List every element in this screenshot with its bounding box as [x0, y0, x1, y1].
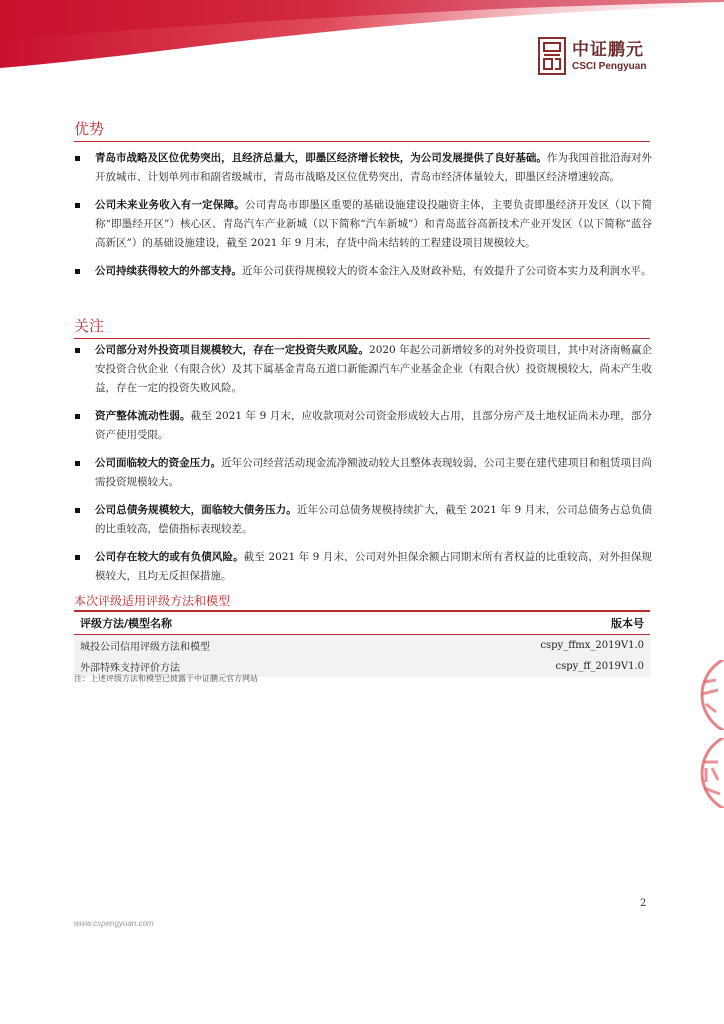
- strengths-title: 优势: [74, 120, 105, 138]
- bullet-item: [74, 501, 652, 539]
- method-name-cell: 外部特殊支持评价方法: [74, 656, 392, 677]
- bullet-item: [74, 196, 652, 253]
- red-seal-stamp-icon: [694, 660, 724, 730]
- logo-text-cn: 中证鹏元: [572, 39, 644, 60]
- bullet-text: 公司青岛市即墨区重要的基础设施建设投融资主体，主要负责即墨经济开发区（以下简称“即墨经开区”）核心区、青岛汽车产业新城（以下简称“汽车新城”）和青岛蓝谷高新技术产业开发区（以下简称“蓝谷高新区”）的基础设施建设，截至 2021 年 9 月末，存货中尚未结转的工程建设项目规模较大。: [95, 199, 653, 249]
- bullet-heading: 青岛市战略及区位优势突出，且经济总量大，即墨区经济增长较快，为公司发展提供了良好基础。: [95, 152, 547, 164]
- page-number: 2: [640, 898, 647, 909]
- bullet-item: [74, 454, 652, 492]
- table-header-row: [74, 611, 650, 635]
- bullet-text: 截至 2021 年 9 月末，应收款项对公司资金形成较大占用，且部分房产及土地权证尚未办理，部分资产使用受限。: [95, 410, 652, 441]
- bullet-text: 近年公司获得规模较大的资本金注入及财政补贴，有效提升了公司资本实力及利润水平。: [242, 265, 652, 277]
- square-bullet-icon: [75, 269, 80, 274]
- logo-text-en: CSCI Pengyuan: [572, 60, 647, 72]
- strengths-divider: [74, 141, 650, 142]
- square-bullet-icon: [75, 555, 80, 560]
- bullet-heading: 公司持续获得较大的外部支持。: [95, 265, 242, 277]
- methods-table-note: 注：上述评级方法和模型已披露于中证鹏元官方网站: [74, 674, 258, 683]
- bullet-item: [74, 341, 652, 398]
- table-row: [74, 635, 650, 657]
- strengths-list: [74, 149, 652, 290]
- method-version-cell: cspy_ff_2019V1.0: [392, 656, 650, 677]
- methods-table-title: 本次评级适用评级方法和模型: [74, 594, 231, 608]
- square-bullet-icon: [75, 156, 80, 161]
- bullet-text: 作为我国首批沿海对外开放城市、计划单列市和副省级城市，青岛市战略及区位优势突出，青岛市经济体量较大，即墨区经济增速较高。: [95, 152, 653, 183]
- bullet-text: 截至 2021 年 9 月末，公司对外担保余额占同期末所有者权益的比重较高，对外担保规模较大，且均无反担保措施。: [95, 551, 652, 582]
- col-header-method-name: 评级方法/模型名称: [74, 611, 392, 635]
- col-header-version: 版本号: [392, 611, 650, 635]
- bullet-item: [74, 149, 652, 187]
- square-bullet-icon: [75, 508, 80, 513]
- bullet-text: 近年公司总债务规模持续扩大，截至 2021 年 9 月末，公司总债务占总负债的比重较高，偿债指标表现较差。: [95, 504, 652, 535]
- bullet-heading: 资产整体流动性弱。: [95, 410, 191, 422]
- concerns-list: [74, 341, 652, 595]
- method-name-cell: 城投公司信用评级方法和模型: [74, 635, 392, 657]
- bullet-text: 近年公司经营活动现金流净额波动较大且整体表现较弱，公司主要在建代建项目和租赁项目尚需投资规模较大。: [95, 457, 653, 488]
- method-version-cell: cspy_ffmx_2019V1.0: [392, 635, 650, 657]
- bullet-heading: 公司总债务规模较大，面临较大债务压力。: [95, 504, 297, 516]
- red-seal-stamp-icon: [694, 738, 724, 808]
- company-logo: [538, 36, 646, 76]
- bullet-item: [74, 407, 652, 445]
- square-bullet-icon: [75, 414, 80, 419]
- logo-seal-icon: [538, 37, 566, 75]
- square-bullet-icon: [75, 348, 80, 353]
- bullet-heading: 公司未来业务收入有一定保障。: [95, 199, 246, 211]
- square-bullet-icon: [75, 203, 80, 208]
- concerns-divider: [74, 338, 650, 339]
- bullet-heading: 公司面临较大的资金压力。: [95, 457, 222, 469]
- bullet-heading: 公司存在较大的或有负债风险。: [95, 551, 244, 563]
- bullet-item: [74, 548, 652, 586]
- bullet-item: [74, 262, 652, 281]
- footer-website-link[interactable]: www.cspengyuan.com: [74, 919, 154, 928]
- methods-table: [74, 610, 650, 677]
- bullet-heading: 公司部分对外投资项目规模较大，存在一定投资失败风险。: [95, 344, 370, 356]
- bullet-text: 2020 年起公司新增较多的对外投资项目，其中对济南畅赢企安投资合伙企业（有限合伙）及其下属基金青岛五道口新能源汽车产业基金企业（有限合伙）投资规模较大，尚未产生收益，存在一定的投资失败风险。: [95, 344, 653, 394]
- square-bullet-icon: [75, 461, 80, 466]
- concerns-title: 关注: [74, 317, 105, 335]
